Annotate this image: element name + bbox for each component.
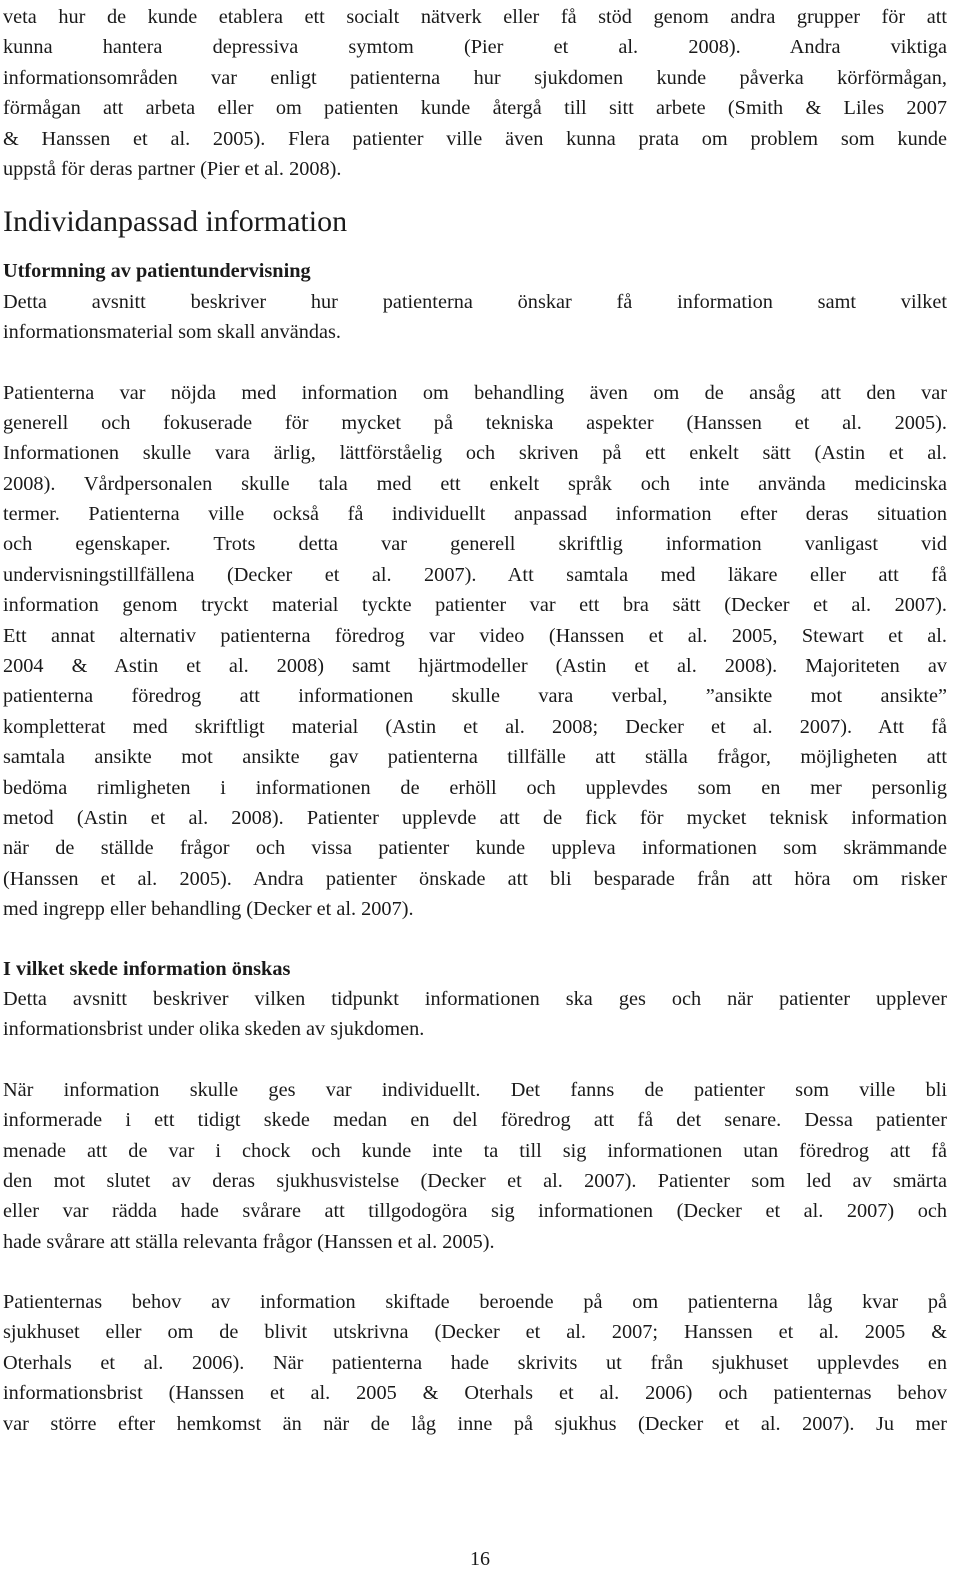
text-line: termer. Patienterna ville också få individuellt anpassad information efter deras situation [3,503,947,526]
subsection-heading: I vilket skede information önskas [3,957,291,980]
text-line: 2008). Vårdpersonalen skulle tala med ett enkelt språk och inte använda medicinska [3,472,947,495]
text-line: den mot slutet av deras sjukhusvistelse (Decker et al. 2007). Patienter som led av smärta [3,1169,947,1192]
text-line: information genom tryckt material tyckte patienter var ett bra sätt (Decker et al. 2007). [3,594,947,617]
text-line: med ingrepp eller behandling (Decker et al. 2007). [3,898,414,921]
text-line: informationsmaterial som skall användas. [3,321,341,344]
text-line: var större efter hemkomst än när de låg inne på sjukhus (Decker et al. 2007). Ju mer [3,1412,947,1435]
text-line: eller var rädda hade svårare att tillgodogöra sig informationen (Decker et al. 2007) och [3,1200,947,1223]
section-heading: Individanpassad information [3,205,348,239]
text-line: undervisningstillfällena (Decker et al. 2007). Att samtala med läkare eller att få [3,563,947,586]
text-line: generell och fokuserade för mycket på tekniska aspekter (Hanssen et al. 2005). [3,411,947,434]
text-line: informationsbrist under olika skeden av sjukdomen. [3,1018,425,1041]
text-line: bedöma rimligheten i informationen de erhöll och upplevdes som en mer personlig [3,776,947,799]
text-line: metod (Astin et al. 2008). Patienter upplevde att de fick för mycket teknisk information [3,806,947,829]
text-line: informationsbrist (Hanssen et al. 2005 & Oterhals et al. 2006) och patienternas behov [3,1382,947,1405]
text-line: kunna hantera depressiva symtom (Pier et al. 2008). Andra viktiga [3,36,947,59]
text-line: Detta avsnitt beskriver hur patienterna önskar få information samt vilket [3,290,947,313]
text-line: Patienternas behov av information skiftade beroende på om patienterna låg kvar på [3,1291,947,1314]
text-line: Patienterna var nöjda med information om behandling även om de ansåg att den var [3,381,947,404]
text-line: informerade i ett tidigt skede medan en del föredrog att få det senare. Dessa patienter [3,1109,947,1132]
text-line: sjukhuset eller om de blivit utskrivna (Decker et al. 2007; Hanssen et al. 2005 & [3,1321,947,1344]
text-line: & Hanssen et al. 2005). Flera patienter ville även kunna prata om problem som kunde [3,127,947,150]
text-line: När information skulle ges var individuellt. Det fanns de patienter som ville bli [3,1078,947,1101]
body-paragraph [3,378,947,925]
text-line: Oterhals et al. 2006). När patienterna hade skrivits ut från sjukhuset upplevdes en [3,1351,947,1374]
subsection-patient-education [3,256,947,924]
text-line: veta hur de kunde etablera ett socialt nätverk eller få stöd genom andra grupper för att [3,6,947,28]
intro-paragraph [3,2,947,184]
text-line: hade svårare att ställa relevanta frågor (Hanssen et al. 2005). [3,1230,495,1253]
text-line: kompletterat med skriftligt material (Astin et al. 2008; Decker et al. 2007). Att få [3,715,947,738]
body-paragraph [3,1287,947,1439]
text-line: uppstå för deras partner (Pier et al. 2008). [3,157,342,180]
text-line: när de ställde frågor och vissa patienter kunde uppleva informationen som skrämmande [3,837,947,860]
text-line: informationsområden var enligt patienterna hur sjukdomen kunde påverka körförmågan, [3,66,947,89]
text-line: Informationen skulle vara ärlig, lättförståelig och skriven på ett enkelt sätt (Astin et al. [3,442,947,465]
text-line: 2004 & Astin et al. 2008) samt hjärtmodeller (Astin et al. 2008). Majoriteten av [3,655,947,678]
text-line: förmågan att arbeta eller om patienten kunde återgå till sitt arbete (Smith & Liles 2007 [3,97,947,120]
text-line: Detta avsnitt beskriver vilken tidpunkt informationen ska ges och när patienter upplever [3,987,947,1010]
subsection-heading: Utformning av patientundervisning [3,260,311,283]
body-paragraph [3,1075,947,1257]
text-line: och egenskaper. Trots detta var generell skriftlig information vanligast vid [3,533,947,556]
text-line: samtala ansikte mot ansikte gav patienterna tillfälle att ställa frågor, möjligheten att [3,746,947,769]
text-line: patienterna föredrog att informationen skulle vara verbal, ”ansikte mot ansikte” [3,685,947,708]
text-line: (Hanssen et al. 2005). Andra patienter önskade att bli besparade från att höra om risker [3,867,947,890]
text-line: menade att de var i chock och kunde inte ta till sig informationen utan föredrog att få [3,1139,947,1162]
page-number: 16 [470,1548,490,1570]
subsection-information-timing [3,954,947,1439]
text-line: Ett annat alternativ patienterna föredrog var video (Hanssen et al. 2005, Stewart et al. [3,624,947,647]
document-page [3,2,947,1439]
